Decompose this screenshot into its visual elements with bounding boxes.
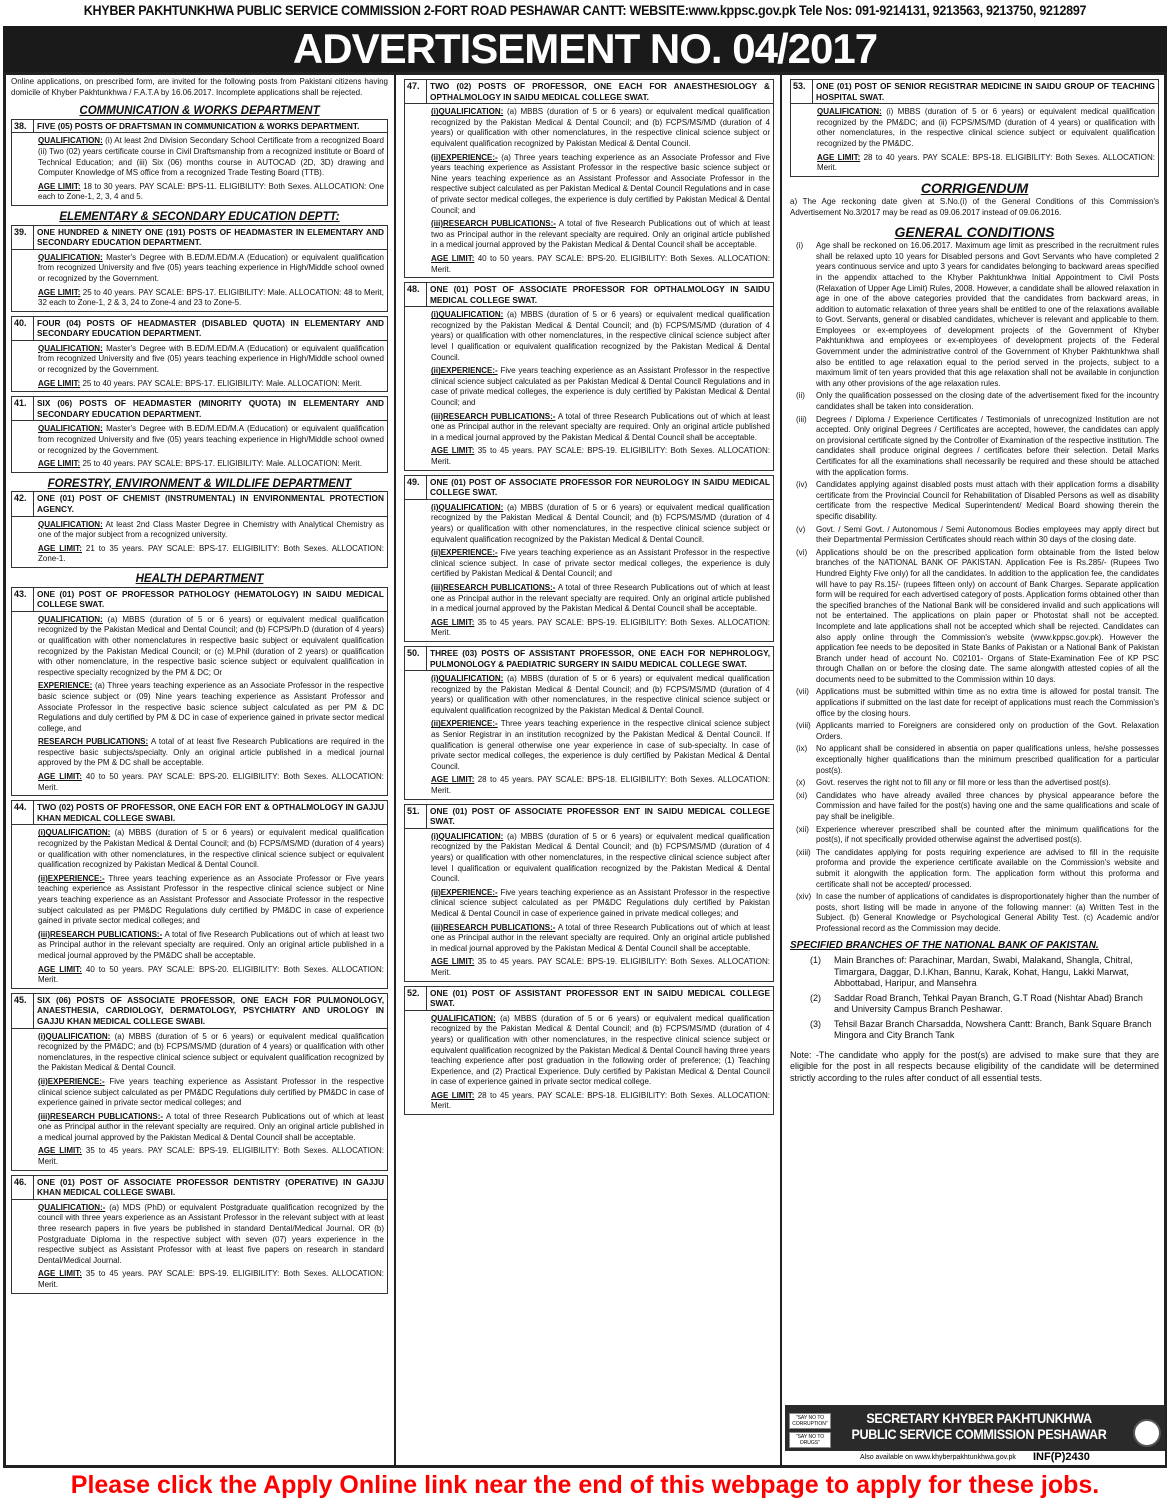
detail-text: (i) At least 2nd Division Secondary School Certificate from a recognized Board (ii) Two (02) years certificate course in Civil Draftsmanship from a recognized institute or Board of Technical Education; and (iii) Six (06) months course in AUTOCAD (2D, 3D) drawing and Computer Knowledge of MS office from a recognized Trade Testing Board (TTB). bbox=[38, 136, 384, 178]
branches-list bbox=[790, 955, 1159, 1042]
post-header bbox=[791, 80, 1158, 104]
condition-text: Experience wherever prescribed shall be counted after the minimum qualifications for the post(s), if not specifically provided otherwise against the advertised post(s). bbox=[816, 824, 1159, 845]
detail-text: 35 to 45 years. PAY SCALE: BPS-19. ELIGIBILITY: Both Sexes. ALLOCATION: Merit. bbox=[431, 617, 771, 638]
detail-label: (i)QUALIFICATION: bbox=[431, 831, 504, 841]
signature-line-1: SECRETARY KHYBER PAKHTUNKHWA bbox=[866, 1410, 1092, 1426]
post-number: 41. bbox=[12, 397, 34, 420]
detail-text: 25 to 40 years. PAY SCALE: BPS-17. ELIGIBILITY: Male. ALLOCATION: Merit. bbox=[82, 459, 362, 469]
detail-text: Five years teaching experience as an Assistant Professor in the respective clinical science subject. In case of private sector medical colleges, the experience is duly certified by Pakistan Medical & Dental Council; and bbox=[431, 548, 770, 579]
post-detail bbox=[12, 517, 387, 541]
detail-text: (a) MBBS (duration of 5 or 6 years) or equivalent medical qualification recognized by the Pakistan Medical & Dental Council; and (b) FCPS/MS/MD (duration of 4 years) or qualification with other nomenclatures, in the respective clinical science subject or equivalent qualification recognized by Pakistan Medical & Dental Council. bbox=[38, 828, 384, 870]
branch-item bbox=[810, 993, 1159, 1016]
condition-number: (x) bbox=[796, 778, 806, 788]
detail-text: Master's Degree with B.ED/M.ED/M.A (Education) or equivalent qualification from recognized University and five (05) years teaching experience in High/Middle school owned or recognized by the Government. bbox=[38, 424, 384, 455]
post-detail bbox=[12, 376, 387, 390]
detail-label: AGE LIMIT: bbox=[38, 181, 81, 191]
post-detail bbox=[12, 927, 387, 962]
post-detail bbox=[405, 216, 773, 251]
general-conditions-heading: GENERAL CONDITIONS bbox=[894, 223, 1055, 240]
post-detail bbox=[405, 443, 773, 467]
column-2 bbox=[398, 75, 782, 1465]
condition-number: (xiv) bbox=[796, 892, 812, 902]
detail-label: (i)QUALIFICATION: bbox=[431, 502, 504, 512]
post-entry bbox=[11, 993, 388, 1171]
post-detail bbox=[791, 104, 1158, 149]
post-detail bbox=[12, 541, 387, 565]
post-header bbox=[405, 283, 773, 307]
department-heading: COMMUNICATION & WORKS DEPARTMENT bbox=[79, 105, 320, 118]
detail-text: At least 2nd Class Master Degree in Chemistry with Analytical Chemistry as one of the major subject from a recognized university. bbox=[38, 519, 385, 540]
branch-number: (2) bbox=[810, 992, 821, 1003]
department-heading: HEALTH DEPARTMENT bbox=[135, 572, 264, 585]
detail-text: Three years teaching experience as an Associate Professor or Five years teaching experience as Assistant Professor in the respective clinical science subject or Nine years teaching experience as an Assistant Professor and Associate Professor in the respective subject calculated as per PM&DC Regulations duly certified by PM&DC in case of experience gained in private sector medical colleges; and bbox=[38, 873, 385, 926]
branch-text: Main Branches of: Parachinar, Mardan, Swabi, Malakand, Shangla, Chitral, Timargara, Daggar, D.I.Khan, Bannu, Karak, Kohat, Hangu, Lakki Marwat, Abbottabad, Haripur, and Mansehra bbox=[834, 955, 1133, 989]
post-title: THREE (03) POSTS OF ASSISTANT PROFESSOR, ONE EACH FOR NEPHROLOGY, PULMONOLOGY & PAEDIATRIC SURGERY IN SAIDU MEDICAL COLLEGE SWAT. bbox=[430, 647, 770, 669]
detail-text: 40 to 50 years. PAY SCALE: BPS-20. ELIGIBILITY: Both Sexes. ALLOCATION: Merit. bbox=[431, 253, 771, 274]
detail-text: Master's Degree with B.ED/M.ED/M.A (Education) or equivalent qualification from recognized University and five (05) years teaching experience in High/Middle school owned or recognized by the Government. bbox=[38, 252, 384, 283]
detail-text: 18 to 30 years. PAY SCALE: BPS-11. ELIGIBILITY: Both Sexes. ALLOCATION: One each to Zone-1, 2, 3, 4 and 5. bbox=[38, 181, 385, 202]
post-detail bbox=[405, 772, 773, 796]
post-header bbox=[12, 317, 387, 341]
detail-text: (a) MBBS (duration of 5 or 6 years) or equivalent medical qualification recognized by the Pakistan Medical & Dental Council; and (b) FCPS/MS/MD (duration of 4 years) or qualification with other nomenclatures, in the respective clinical science subject or equivalent qualification recognized by the Pakistan Medical & Dental Council. bbox=[431, 674, 770, 715]
branch-item bbox=[810, 1019, 1159, 1042]
post-number: 45. bbox=[12, 994, 34, 1028]
post-entry bbox=[404, 475, 774, 642]
condition-number: (vi) bbox=[796, 547, 808, 557]
post-detail bbox=[405, 615, 773, 639]
post-header bbox=[405, 647, 773, 671]
detail-label: AGE LIMIT: bbox=[431, 775, 475, 785]
post-title: TWO (02) POSTS OF PROFESSOR, ONE EACH FOR ENT & OPTHALMOLOGY IN GAJJU KHAN MEDICAL COLLEGE SWABI. bbox=[37, 802, 384, 823]
post-detail bbox=[12, 678, 387, 734]
detail-label: QUALIFICATION: bbox=[38, 519, 103, 529]
column-1 bbox=[5, 75, 396, 1465]
note: Note: -The candidate who apply for the post(s) are advised to make sure that they are eligible for the post in all respects because eligibility of the candidate will be determined strictly according to the rules after conduct of all essential tests. bbox=[790, 1049, 1159, 1083]
post-header bbox=[405, 987, 773, 1011]
detail-text: (a) MBBS (duration of 5 or 6 years) or equivalent medical qualification recognized by the Pakistan Medical & Dental Council; and (b) FCPS/MS/MD (duration of 4 years) or qualification with other nomenclatures, in the respective clinical science subject or equivalent qualification recognized by the Pakistan Medical & Dental Council having three years teaching experience after post graduation in the following order of preference; (1) Teaching Experience, and (2) Practical Experience. Duly certified by Pakistan Medical & Dental Council in case of experience gained in private sector medical college. bbox=[431, 1013, 770, 1087]
detail-label: AGE LIMIT: bbox=[817, 152, 861, 162]
say-no-to-corruption-badge: "SAY NO TO CORRUPTION" bbox=[789, 1413, 831, 1429]
condition-text: Applications must be submitted within time as no extra time is allowed for postal transit. The applications if submitted on the last date for receipt of applications must reach the Commission's office by the closing hours. bbox=[816, 687, 1159, 718]
condition-number: (ix) bbox=[796, 744, 808, 754]
post-entry bbox=[404, 79, 774, 278]
condition-item bbox=[790, 721, 1159, 742]
post-number: 48. bbox=[405, 283, 427, 306]
branch-text: Tehsil Bazar Branch Charsadda, Nowshera Cantt: Branch, Bank Square Branch Mingora and City Branch Tank bbox=[834, 1018, 1152, 1041]
detail-label: AGE LIMIT: bbox=[38, 378, 81, 388]
detail-text: 35 to 45 years. PAY SCALE: BPS-19. ELIGIBILITY: Both Sexes. ALLOCATION: Merit. bbox=[38, 1146, 385, 1167]
detail-text: 35 to 45 years. PAY SCALE: BPS-19. ELIGIBILITY: Both Sexes. ALLOCATION: Merit. bbox=[38, 1269, 385, 1289]
detail-label: QUALIFICATION: bbox=[38, 136, 103, 146]
post-number: 39. bbox=[12, 226, 34, 249]
website-note: Also available on www.khyberpakhtunkhwa.gov.pk bbox=[860, 1454, 1016, 1461]
post-detail bbox=[12, 456, 387, 470]
condition-item bbox=[790, 480, 1159, 522]
post-detail bbox=[405, 307, 773, 363]
post-detail bbox=[405, 885, 773, 920]
post-entry bbox=[11, 587, 388, 797]
detail-label: (iii)RESEARCH PUBLICATIONS:- bbox=[38, 929, 163, 939]
detail-label: (ii)EXPERIENCE:- bbox=[38, 873, 105, 883]
condition-item bbox=[790, 687, 1159, 719]
post-header bbox=[12, 994, 387, 1029]
condition-number: (ii) bbox=[796, 391, 805, 401]
condition-text: The candidates applying for posts requiring experience are advised to fill in the requisite proforma and provide the experience certificate available on the Commission's website and submit it alongwith the application form. The application form without this proforma and certificate shall not be accepted/ processed. bbox=[816, 847, 1159, 889]
post-detail bbox=[12, 1074, 387, 1109]
branch-number: (3) bbox=[810, 1018, 821, 1029]
post-header bbox=[12, 120, 387, 134]
detail-text: Master's Degree with B.ED/M.ED/M.A (Education) or equivalent qualification from recognized University and five (05) years teaching experience in High/Middle school owned or recognized by the Government. bbox=[38, 343, 384, 375]
condition-number: (xiii) bbox=[796, 847, 811, 857]
condition-item bbox=[790, 848, 1159, 890]
detail-label: (i)QUALIFICATION: bbox=[38, 828, 111, 838]
post-detail bbox=[12, 1266, 387, 1290]
apply-online-notice[interactable]: Please click the Apply Online link near the end of this webpage to apply for these jobs. bbox=[70, 1471, 1100, 1499]
post-detail bbox=[12, 734, 387, 769]
post-detail bbox=[405, 409, 773, 444]
branch-item bbox=[810, 955, 1159, 990]
detail-label: (i)QUALIFICATION: bbox=[38, 1031, 111, 1041]
post-detail bbox=[405, 251, 773, 275]
post-entry bbox=[404, 986, 774, 1116]
detail-label: (ii)EXPERIENCE:- bbox=[431, 548, 498, 558]
detail-label: QUALIFICATION: bbox=[817, 107, 882, 117]
condition-number: (iv) bbox=[796, 480, 808, 490]
post-detail bbox=[12, 871, 387, 927]
detail-text: 35 to 45 years. PAY SCALE: BPS-19. ELIGIBILITY: Both Sexes. ALLOCATION: Merit. bbox=[431, 957, 771, 977]
detail-text: 40 to 50 years. PAY SCALE: BPS-20. ELIGIBILITY: Both Sexes. ALLOCATION: Merit. bbox=[38, 772, 385, 792]
detail-label: (i)QUALIFICATION: bbox=[431, 107, 504, 117]
post-detail bbox=[405, 829, 773, 885]
post-detail bbox=[12, 421, 387, 456]
detail-text: Five years teaching experience as an Assistant Professor in the respective clinical science subject calculated as per PM&DC Regulations duly certified by Pakistan Medical & Dental Council in case of experience gained in private medical colleges; and bbox=[431, 887, 770, 918]
post-entry bbox=[11, 491, 388, 568]
department-heading: FORESTRY, ENVIRONMENT & WILDLIFE DEPARTMENT bbox=[47, 477, 352, 490]
detail-text: (a) MBBS (duration of 5 or 6 years) or equivalent medical qualification recognized by the Pakistan Medical & Dental Council; and (b) FCPS/MS/MD (duration of 4 years) or qualification with other nomenclatures, in the respective clinical science subject after level I qualification or equivalent qualification recognized by the Pakistan Medical & Dental Council. bbox=[431, 310, 770, 362]
detail-label: (iii)RESEARCH PUBLICATIONS:- bbox=[38, 1111, 164, 1121]
detail-label: (ii)EXPERIENCE:- bbox=[431, 152, 498, 162]
header-contact-line: KHYBER PAKHTUNKHWA PUBLIC SERVICE COMMISSION 2-FORT ROAD PESHAWAR CANTT: WEBSITE:www.kppsc.gov.pk Tele Nos: 091-9214131, 9213563, 9213750, 9212897 bbox=[83, 3, 1087, 18]
post-detail bbox=[405, 150, 773, 217]
post-title: ONE (01) POST OF ASSOCIATE PROFESSOR FOR OPTHALMOLOGY IN SAIDU MEDICAL COLLEGE SWAT. bbox=[430, 284, 770, 305]
post-entry bbox=[11, 316, 388, 393]
post-title: ONE (01) POST OF ASSOCIATE PROFESSOR DENTISTRY (OPERATIVE) IN GAJJU KHAN MEDICAL COLLEGE SWABI. bbox=[37, 1176, 384, 1198]
post-detail bbox=[405, 363, 773, 408]
detail-text: 35 to 45 years. PAY SCALE: BPS-19. ELIGIBILITY: Both Sexes. ALLOCATION: Merit. bbox=[431, 446, 771, 466]
post-header bbox=[12, 226, 387, 250]
detail-text: (a) MBBS (duration of 5 or 6 years) or equivalent medical qualification recognized by the Pakistan Medical and Dental Council; and (b) FCPS/Ph.D (duration of 4 years) or qualification with other nomenclatures in respective basic subject or equivalent qualification recognized by the Pakistan Medical Council; or (c) M.Phil (duration of 2 years) or qualification with other nomenclature, in the respective basic science subject or equivalent qualification in respective specialty recognized by the PM & DC; Or bbox=[38, 614, 384, 677]
post-number: 46. bbox=[12, 1176, 34, 1199]
reference-number: INF(P)2430 bbox=[1033, 1451, 1090, 1463]
detail-text: (a) MBBS (duration of 5 or 6 years) or equivalent medical qualification recognized by the Pakistan Medical & Dental Council; and (b) FCPS/MS/MD (duration of 4 years) or qualification with other nomenclatures, in the respective clinical science subject or equivalent qualification recognized by Pakistan Medical & Dental Council. bbox=[431, 107, 770, 148]
post-title: FOUR (04) POSTS OF HEADMASTER (DISABLED QUOTA) IN ELEMENTARY AND SECONDARY EDUCATION DEPARTMENT. bbox=[37, 317, 384, 339]
post-title: ONE (01) POST OF ASSISTANT PROFESSOR ENT IN SAIDU MEDICAL COLLEGE SWAT. bbox=[430, 987, 770, 1009]
general-conditions-list bbox=[790, 241, 1159, 934]
condition-text: Only the qualification possessed on the closing date of the advertisement fixed for the incountry candidates shall be taken into consideration. bbox=[816, 391, 1159, 412]
detail-text: A total of five Research Publications out of which at least two as Principal author in the relevant specialty are required. Only an original article published in a medical journal approved by the PM&DC shall be acceptable. bbox=[38, 929, 385, 960]
condition-number: (xi) bbox=[796, 790, 808, 800]
detail-label: QUALIFICATION:- bbox=[38, 1202, 106, 1212]
post-detail bbox=[405, 1011, 773, 1088]
condition-text: In case the number of applications of candidates is disproportionately higher than the number of posts, short listing will be made in anyone of the following manner: (a) Written Test in the Subject. (b) General Knowledge or Psychological General Ability Test. (c) Academic and/or Professional record as the Commission may decide. bbox=[816, 892, 1159, 933]
detail-label: QUALIFICATION: bbox=[38, 614, 103, 624]
detail-label: (ii)EXPERIENCE:- bbox=[431, 366, 498, 376]
post-entry bbox=[11, 396, 388, 473]
post-detail bbox=[405, 671, 773, 716]
post-detail bbox=[405, 920, 773, 955]
detail-label: AGE LIMIT: bbox=[38, 964, 82, 974]
commission-seal-icon bbox=[1133, 1419, 1161, 1447]
post-entry bbox=[404, 282, 774, 471]
detail-label: (i)QUALIFICATION: bbox=[431, 310, 504, 320]
post-header bbox=[12, 588, 387, 612]
detail-text: 28 to 45 years. PAY SCALE: BPS-18. ELIGIBILITY: Both Sexes. ALLOCATION: Merit. bbox=[431, 1090, 771, 1111]
post-number: 53. bbox=[791, 80, 813, 103]
condition-item bbox=[790, 415, 1159, 479]
condition-text: Age shall be reckoned on 16.06.2017. Maximum age limit as prescribed in the recruitment rules shall be relaxed upto 10 years for Disabled persons and Govt Servants who have completed 2 years continuous service and upto 3 years for candidates belonging to backward areas specified in the appendix attached to the Khyber Pakhtunkhwa Initial Appointment to Civil Posts (Relaxation of Upper Age Limit) Rules, 2008. However, a candidate shall be allowed relaxation in age in one of the above categories provided that the candidates from backward areas, in addition to automatic relaxation of three years shall be entitled to one of the relaxations available to Govt. Servants, general or disabled candidates, whichever is relevant and applicable to them. Employees or ex-employees of development projects of the Government of Khyber Pakhtunkhwa and employees or ex-employees of development projects of the Federal Government under the administrative control of the Government of Khyber Pakhtunkhwa shall also be entitled to age relaxation equal to the period served in the projects, subject to a maximum limit of ten years provided that this age relaxation shall not be available in conjunction with any other provisions of the age relaxation rules. bbox=[816, 241, 1159, 388]
post-detail bbox=[12, 250, 387, 285]
post-detail bbox=[12, 1029, 387, 1074]
detail-text: A total of five Research Publications out of which at least two as Principal author in the relevant specialty are required. Only an original article published in a medical journal approved by the Pakistan Medical & Dental Council shall be acceptable. bbox=[431, 219, 770, 250]
detail-label: (iii)RESEARCH PUBLICATIONS:- bbox=[431, 411, 556, 421]
signature-block bbox=[785, 1405, 1165, 1465]
post-number: 40. bbox=[12, 317, 34, 340]
post-title: ONE (01) POST OF PROFESSOR PATHOLOGY (HEMATOLOGY) IN SAIDU MEDICAL COLLEGE SWAT. bbox=[37, 588, 384, 610]
post-detail bbox=[12, 341, 387, 376]
detail-text: Five years teaching experience as an Assistant Professor in the respective clinical science subject calculated as per Pakistan Medical & Dental Council Regulations and in case of private medical colleges, the experience is duly certified by Pakistan Medical & Dental Council; and bbox=[431, 366, 770, 408]
post-detail bbox=[12, 1143, 387, 1167]
detail-text: A total of at least five Research Publications are required in the respective basic subjects/specialty. Only an original article published in a medical journal approved by the PM & DC shall be acceptable. bbox=[38, 737, 385, 768]
column-3 bbox=[784, 75, 1165, 1403]
detail-label: AGE LIMIT: bbox=[431, 957, 475, 967]
post-number: 38. bbox=[12, 120, 34, 133]
detail-label: (i)QUALIFICATION: bbox=[431, 674, 504, 684]
post-number: 49. bbox=[405, 476, 427, 499]
detail-label: (iii)RESEARCH PUBLICATIONS:- bbox=[431, 219, 556, 229]
condition-item bbox=[790, 825, 1159, 846]
condition-text: Applicants married to Foreigners are considered only on production of the Govt. Relaxation Orders. bbox=[816, 721, 1159, 741]
post-number: 47. bbox=[405, 80, 427, 103]
condition-number: (vii) bbox=[796, 687, 809, 697]
condition-item bbox=[790, 744, 1159, 776]
detail-label: AGE LIMIT: bbox=[38, 287, 81, 297]
post-number: 50. bbox=[405, 647, 427, 670]
detail-text: Five years teaching experience as Assistant Professor in the respective clinical science subject calculated as per PM&DC Regulations duly certified by PM&DC in case of experience gained in private sector medical colleges; and bbox=[38, 1076, 384, 1108]
detail-label: AGE LIMIT: bbox=[431, 617, 475, 627]
detail-text: 25 to 40 years. PAY SCALE: BPS-17. ELIGIBILITY: Male. ALLOCATION: 48 to Merit, 32 each to Zone-1, 2 & 3, 24 to Zone-4 and 23 to Zone-5. bbox=[38, 287, 385, 308]
detail-label: (ii)EXPERIENCE:- bbox=[431, 719, 498, 729]
detail-label: AGE LIMIT: bbox=[38, 459, 81, 469]
detail-label: AGE LIMIT: bbox=[431, 1090, 475, 1100]
detail-label: AGE LIMIT: bbox=[38, 1269, 82, 1279]
detail-text: 25 to 40 years. PAY SCALE: BPS-17. ELIGIBILITY: Male. ALLOCATION: Merit. bbox=[82, 378, 362, 388]
condition-number: (i) bbox=[796, 241, 804, 251]
detail-text: A total of three Research Publications out of which at least one as Principal author in the relevant specialty are required. Only an original article published in a medical journal approved by the Pakistan Medical & Dental Council shall be acceptable. bbox=[38, 1111, 384, 1142]
post-entry bbox=[404, 804, 774, 982]
post-title: FIVE (05) POSTS OF DRAFTSMAN IN COMMUNICATION & WORKS DEPARTMENT. bbox=[37, 120, 360, 131]
detail-label: (iii)RESEARCH PUBLICATIONS:- bbox=[431, 582, 556, 592]
column-3-posts bbox=[790, 79, 1159, 177]
post-entry bbox=[11, 119, 388, 206]
detail-text: (a) MBBS (duration of 5 or 6 years) or equivalent medical qualification recognized by the PM&DC; and (b) FCPS/MS/MD (duration of 4 years) or qualification with other nomenclatures, in the respective clinical science subject or equivalent qualification recognized by the Pakistan Medical & Dental Council. bbox=[38, 1031, 384, 1073]
post-detail bbox=[12, 825, 387, 870]
condition-text: Govt. reserves the right not to fill any or fill more or less than the advertised post(s). bbox=[816, 778, 1111, 788]
detail-label: (ii)EXPERIENCE:- bbox=[38, 1076, 105, 1086]
post-detail bbox=[12, 1109, 387, 1144]
detail-text: 28 to 45 years. PAY SCALE: BPS-18. ELIGIBILITY: Both Sexes. ALLOCATION: Merit. bbox=[431, 775, 771, 796]
detail-label: AGE LIMIT: bbox=[38, 543, 82, 553]
post-title: ONE (01) POST OF CHEMIST (INSTRUMENTAL) IN ENVIRONMENTAL PROTECTION AGENCY. bbox=[37, 493, 384, 514]
post-header bbox=[405, 80, 773, 104]
detail-label: EXPERIENCE: bbox=[38, 681, 93, 691]
post-detail bbox=[405, 500, 773, 545]
condition-text: Candidates applying against disabled posts must attach with their application forms a disability certificate from the Provincial Council for Rehabilitation of Disabled Persons as well as disability certificate from the respective Medical Superintendent/ Medical Board showing therein the specific disability. bbox=[816, 480, 1159, 521]
post-number: 52. bbox=[405, 987, 427, 1010]
detail-label: (ii)EXPERIENCE:- bbox=[431, 887, 498, 897]
detail-text: (a) Three years teaching experience as an Associate Professor and Five years teaching experience as Assistant Professor in the respective basic science subject or Nine years teaching experience as an Assistant Professor and Associate Professor in the respective subject calculated as per Pakistan Medical & Dental Council Regulations and in case of private sector medical colleges, the experience is duly certified by Pakistan Medical & Dental Council; and bbox=[431, 152, 770, 215]
detail-text: 40 to 50 years. PAY SCALE: BPS-20. ELIGIBILITY: Both Sexes. ALLOCATION: Merit. bbox=[38, 964, 385, 985]
post-entry bbox=[11, 1175, 388, 1294]
detail-text: A total of three Research Publications out of which at least one as Principal author in the relevant specialty are required. Only an original article published in a medical journal approved by the Pakistan Medical & Dental Council shall be acceptable. bbox=[431, 411, 770, 442]
post-detail bbox=[405, 716, 773, 772]
condition-text: Govt. / Semi Govt. / Autonomous / Semi Autonomous Bodies employees may apply direct but their Departmental Permission Certificates should reach within 30 days of the closing date. bbox=[816, 524, 1159, 545]
condition-text: Applications should be on the prescribed application form obtainable from the listed below branches of the NATIONAL BANK OF PAKISTAN. Application Fee is Rs.285/- (Rupees Two Hundred Eighty Five only) for all the candidates. In addition to the application fee, the candidates will have to pay Rs.15/- (rupees fifteen only) on account of Bank Charges. Separate application form will be required for each advertised category of posts. Application forms obtained other than the specified branches of the National Bank will be considered invalid and such applications will not be entertained. The applications on plain paper or Photostat shall not be accepted. Incomplete and late applications shall not be accepted which shall be rejected. Candidates can also apply online through the Commission's website (www.kppsc.gov.pk). However the application fee needs to be deposited in State Banks of Pakistan or a National Bank of Pakistan Branch under head of account No. C02101- Organs of State-Examination Fee of KP PSC through Challan on or before the closing date. The same alongwith attested copies of all the documents need to be submitted to the Commission within 10 days. bbox=[816, 547, 1159, 684]
branch-text: Saddar Road Branch, Tehkal Payan Branch, G.T Road (Nishtar Abad) Branch and University Campus Branch Peshawar. bbox=[834, 992, 1143, 1015]
detail-text: (a) Three years teaching experience as an Associate Professor in the respective basic science subject or (09) Nine years teaching experience as Assistant Professor and Associate Professor in the respective basic science subject calculated as per PM & DC Regulations and duly certified by PM & DC in case of experience gained in private sector medical college, and bbox=[38, 681, 384, 733]
detail-label: AGE LIMIT: bbox=[431, 253, 475, 263]
condition-text: Candidates who have already availed three chances by physical appearance before the Commission and have failed for the post(s) having one and the same qualifications and scale of pay shall be ineligible. bbox=[816, 790, 1159, 821]
condition-number: (v) bbox=[796, 524, 806, 534]
post-number: 51. bbox=[405, 805, 427, 828]
post-detail bbox=[12, 133, 387, 178]
post-title: ONE HUNDRED & NINETY ONE (191) POSTS OF HEADMASTER IN ELEMENTARY AND SECONDARY EDUCATION DEPARTMENT. bbox=[37, 226, 384, 248]
detail-text: A total of three Research Publications out of which at least one as Principal author in the relevant specialty are required. Only an original article published in medical journal approved by the Pakistan Medical & Dental Council shall be acceptable. bbox=[431, 922, 770, 953]
condition-item bbox=[790, 391, 1159, 412]
intro-text: Online applications, on prescribed form, are invited for the following posts from Pakistani citizens having domicile of Khyber Pakhtunkhwa / F.A.T.A by 16.06.2017. Incomplete applications shall be rejected. bbox=[11, 77, 388, 97]
post-number: 42. bbox=[12, 492, 34, 515]
condition-item bbox=[790, 892, 1159, 934]
detail-text: (a) MBBS (duration of 5 or 6 years) or equivalent medical qualification recognized by the Pakistan Medical & Dental Council; and (b) FCPS/MS/MD (duration of 4 years) or qualification with other nomenclatures, in the respective clinical science subject after level I qualification or equivalent qualification recognized by the Pakistan Medical & Dental Council. bbox=[431, 831, 770, 884]
condition-number: (iii) bbox=[796, 414, 807, 424]
detail-text: 28 to 40 years. PAY SCALE: BPS-18. ELIGIBILITY: Both Sexes. ALLOCATION: Merit. bbox=[817, 152, 1155, 173]
say-no-to-drugs-badge: "SAY NO TO DRUGS" bbox=[789, 1432, 831, 1448]
detail-text: A total of three Research Publications out of which at least one as Principal author in the relevant specialty are required. Only an original article published in a medical journal approved by the Pakistan Medical & Dental Council shall be acceptable. bbox=[431, 582, 770, 614]
post-header bbox=[12, 1176, 387, 1200]
detail-label: (iii)RESEARCH PUBLICATIONS:- bbox=[431, 922, 556, 932]
post-detail bbox=[12, 962, 387, 986]
condition-item bbox=[790, 791, 1159, 823]
post-title: ONE (01) POST OF ASSOCIATE PROFESSOR ENT IN SAIDU MEDICAL COLLEGE SWAT. bbox=[430, 805, 770, 827]
condition-number: (xii) bbox=[796, 824, 809, 834]
detail-text: Three years teaching experience in the respective clinical science subject as Senior Registrar in an institution recognized by the Pakistan Medical & Dental Council. If qualification is general otherwise one year experience in case of sub-specialty. In case of private sector medical colleges, the experience is duly certified by Pakistan Medical & Dental Council. bbox=[431, 719, 771, 771]
post-title: ONE (01) POST OF ASSOCIATE PROFESSOR FOR NEUROLOGY IN SAIDU MEDICAL COLLEGE SWAT. bbox=[430, 476, 770, 498]
detail-text: (a) MBBS (duration of 5 or 6 years) or equivalent medical qualification recognized by the Pakistan Medical & Dental Council; and (b) FCPS/MS/MD (duration of 4 years) or qualification with other nomenclatures, in the respective clinical science subject or equivalent qualification recognized by the Pakistan Medical & Dental Council. bbox=[431, 502, 770, 544]
condition-item bbox=[790, 778, 1159, 789]
post-title: SIX (06) POSTS OF HEADMASTER (MINORITY QUOTA) IN ELEMENTARY AND SECONDARY EDUCATION DEPARTMENT. bbox=[37, 398, 384, 419]
detail-label: QUALIFICATION: bbox=[38, 424, 103, 434]
post-header bbox=[405, 476, 773, 500]
post-header bbox=[12, 492, 387, 516]
detail-label: RESEARCH PUBLICATIONS: bbox=[38, 737, 149, 747]
post-entry bbox=[404, 646, 774, 800]
detail-text: 21 to 35 years. PAY SCALE: BPS-17. ELIGIBILITY: Both Sexes. ALLOCATION: Zone-1. bbox=[38, 543, 385, 564]
condition-item bbox=[790, 525, 1159, 546]
detail-label: QUALIFICATION: bbox=[38, 252, 103, 262]
post-detail bbox=[12, 1200, 387, 1267]
signature-line-2: PUBLIC SERVICE COMMISSION PESHAWAR bbox=[851, 1426, 1107, 1442]
post-header bbox=[12, 397, 387, 421]
detail-text: (i) MBBS (duration of 5 or 6 years) or equivalent medical qualification recognized by the PM&DC; and (ii) FCPS/MS/MD (duration of 4 years) or qualification with other nomenclatures, in the respective clinical science subject or equivalent qualification recognized by the PM&DC. bbox=[817, 107, 1155, 148]
condition-number: (viii) bbox=[796, 721, 811, 731]
post-title: ONE (01) POST OF SENIOR REGISTRAR MEDICINE IN SAIDU GROUP OF TEACHING HOSPITAL SWAT. bbox=[816, 81, 1155, 102]
condition-text: Degrees / Diploma / Experience Certificates / Testimonials of unrecognized Institution are not accepted. Only original Degrees / Certificates are accepted, however, the candidates can apply on provisional certificate signed by the Controller of Examination of the respective institution. The candidates shall produce original degrees / certificates before their selection. Detail Marks Certificates for all the examinations shall necessarily be required and these should be attached with the application forms. bbox=[816, 414, 1159, 477]
detail-label: AGE LIMIT: bbox=[38, 772, 82, 782]
post-entry bbox=[790, 79, 1159, 177]
post-entry bbox=[11, 800, 388, 989]
corrigendum-text: a) The Age reckoning date given at S.No.(i) of the General Conditions of this Commission's Advertisement No.3/2017 may be read as 09.06.2017 instead of 09.06.2016. bbox=[790, 197, 1159, 217]
post-number: 44. bbox=[12, 801, 34, 824]
condition-item bbox=[790, 241, 1159, 389]
post-header bbox=[405, 805, 773, 829]
advertisement-title: ADVERTISEMENT NO. 04/2017 bbox=[3, 26, 1167, 72]
detail-label: AGE LIMIT: bbox=[431, 446, 475, 456]
post-title: TWO (02) POSTS OF PROFESSOR, ONE EACH FOR ANAESTHESIOLOGY & OPTHALMOLOGY IN SAIDU MEDICAL COLLEGE SWAT. bbox=[430, 81, 770, 102]
detail-text: (a) MDS (PhD) or equivalent Postgraduate qualification recognized by the council with three years experience as an Assistant Professor in the relevant subject with at least three research papers in five years be published in standard Dental/Medical Journal. OR (b) Postgraduate Diploma in the respective subject with seven (07) years experience in the respective subject as Assistant Professor with at least five papers on research in standard Dental/Medical Journal. bbox=[38, 1202, 384, 1265]
post-detail bbox=[791, 150, 1158, 174]
branch-number: (1) bbox=[810, 955, 821, 966]
post-number: 43. bbox=[12, 588, 34, 611]
post-detail bbox=[12, 285, 387, 309]
post-detail bbox=[405, 580, 773, 615]
detail-label: QUALIFICATION: bbox=[38, 343, 103, 353]
post-title: SIX (06) POSTS OF ASSOCIATE PROFESSOR, ONE EACH FOR PULMONOLOGY, ANAESTHESIA, CARDIOLOGY, DERMATOLOGY, PSYCHIATRY AND UROLOGY IN GAJJU KHAN MEDICAL COLLEGE SWABI. bbox=[37, 994, 384, 1026]
post-header bbox=[12, 801, 387, 825]
department-heading: ELEMENTARY & SECONDARY EDUCATION DEPTT: bbox=[59, 210, 340, 223]
post-detail bbox=[405, 954, 773, 978]
post-detail bbox=[405, 545, 773, 580]
post-detail bbox=[12, 612, 387, 679]
post-detail bbox=[12, 769, 387, 793]
corrigendum-heading: CORRIGENDUM bbox=[920, 179, 1029, 196]
post-detail bbox=[12, 179, 387, 203]
post-entry bbox=[11, 225, 388, 312]
detail-label: QUALIFICATION: bbox=[431, 1013, 496, 1023]
post-detail bbox=[405, 1088, 773, 1112]
post-detail bbox=[405, 104, 773, 149]
condition-text: No applicant shall be considered in absentia on paper qualifications unless, he/she possesses exceptionally higher qualifications than the minimum prescribed qualification for a particular post(s). bbox=[816, 744, 1159, 775]
branches-heading: SPECIFIED BRANCHES OF THE NATIONAL BANK OF PAKISTAN. bbox=[790, 939, 1099, 951]
condition-item bbox=[790, 548, 1159, 686]
detail-label: AGE LIMIT: bbox=[38, 1146, 82, 1156]
